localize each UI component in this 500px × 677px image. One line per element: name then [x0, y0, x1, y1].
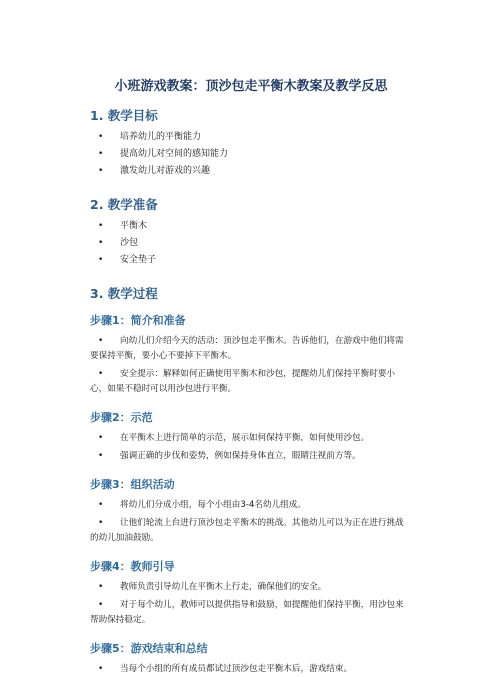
- section-heading-preparation: 2. 教学准备: [90, 197, 158, 212]
- step-4-list: [90, 580, 412, 628]
- list-item: • 让他们轮流上台进行顶沙包走平衡木的挑战。其他幼儿可以为正在进行挑战的幼儿加油鼓励。: [90, 518, 404, 543]
- list-item: • 提高幼儿对空间的感知能力: [90, 147, 412, 162]
- document-title: 小班游戏教案：顶沙包走平衡木教案及教学反思: [114, 79, 388, 94]
- bullet-icon: •: [98, 582, 104, 592]
- list-item: • 沙包: [90, 236, 412, 251]
- list-item: • 安全垫子: [90, 253, 412, 268]
- list-item: • 平衡木: [90, 219, 412, 234]
- section-heading-objectives: 1. 教学目标: [90, 108, 158, 123]
- bullet-icon: •: [98, 600, 104, 610]
- list-item: • 向幼儿们介绍今天的活动：顶沙包走平衡木。告诉他们，在游戏中他们将需要保持平衡，要小心不要掉下平衡木。: [90, 336, 404, 361]
- list-item: • 对于每个幼儿，教师可以提供指导和鼓励，如提醒他们保持平衡，用沙包来帮助保持稳定。: [90, 600, 404, 625]
- list-item: • 将幼儿们分成小组，每个小组由3-4名幼儿组成。: [90, 498, 412, 513]
- step-heading-1: 步骤1：简介和准备: [90, 314, 186, 327]
- bullet-icon: •: [98, 238, 104, 248]
- step-3-list: [90, 498, 412, 546]
- bullet-icon: •: [98, 255, 104, 265]
- bullet-icon: •: [98, 433, 104, 443]
- bullet-icon: •: [98, 500, 104, 510]
- bullet-icon: •: [98, 664, 104, 674]
- list-item: • 培养幼儿的平衡能力: [90, 130, 412, 145]
- step-1-list: [90, 334, 412, 397]
- step-heading-4: 步骤4：教师引导: [90, 560, 175, 573]
- step-heading-5: 步骤5：游戏结束和总结: [90, 642, 208, 655]
- bullet-icon: •: [98, 132, 104, 142]
- step-heading-3: 步骤3：组织活动: [90, 478, 175, 491]
- bullet-icon: •: [98, 336, 104, 346]
- step-5-list: [90, 662, 412, 677]
- bullet-icon: •: [98, 149, 104, 159]
- objectives-list: [90, 130, 412, 179]
- list-item: • 安全提示：解释如何正确使用平衡木和沙包，提醒幼儿们保持平衡时要小心，如果不稳时可以用沙包进行平衡。: [90, 369, 396, 394]
- section-heading-process: 3. 教学过程: [90, 286, 158, 301]
- bullet-icon: •: [98, 518, 104, 528]
- bullet-icon: •: [98, 221, 104, 231]
- step-2-list: [90, 431, 412, 464]
- list-item: • 强调正确的步伐和姿势，例如保持身体直立，眼睛注视前方等。: [90, 449, 412, 464]
- bullet-icon: •: [98, 451, 104, 461]
- list-item: • 教师负责引导幼儿在平衡木上行走，确保他们的安全。: [90, 580, 412, 595]
- bullet-icon: •: [98, 166, 104, 176]
- preparation-list: [90, 219, 412, 268]
- bullet-icon: •: [98, 369, 104, 379]
- step-heading-2: 步骤2：示范: [90, 411, 153, 424]
- list-item: • 在平衡木上进行简单的示范，展示如何保持平衡，如何使用沙包。: [90, 431, 412, 446]
- list-item: • 当每个小组的所有成员都试过顶沙包走平衡木后，游戏结束。: [90, 662, 412, 677]
- list-item: • 激发幼儿对游戏的兴趣: [90, 164, 412, 179]
